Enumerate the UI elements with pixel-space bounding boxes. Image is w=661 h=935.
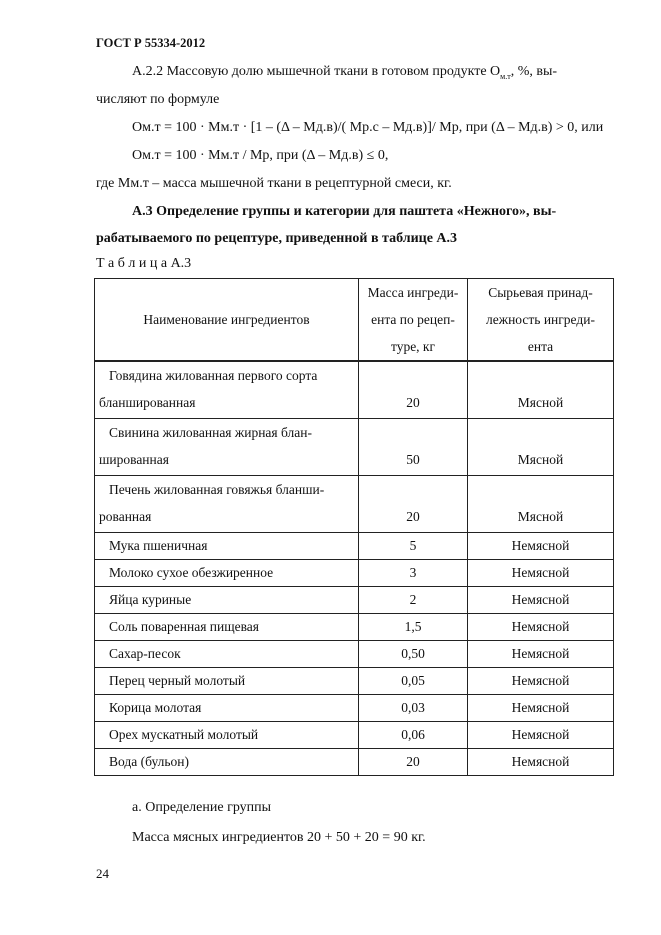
- paragraph-a22-line1: [132, 64, 557, 81]
- header-type: [468, 279, 614, 362]
- document-header: ГОСТ Р 55334-2012: [96, 36, 206, 50]
- row-name: Орех мускатный молотый: [95, 722, 359, 749]
- row-type: Немясной: [468, 668, 614, 695]
- row-mass: 20: [359, 361, 468, 419]
- paragraph-a22-end: , %, вы-: [510, 64, 558, 79]
- row-mass: 20: [359, 749, 468, 776]
- row-name-l2: рованная: [99, 509, 152, 524]
- header-type-l1: Сырьевая принад-: [488, 285, 593, 300]
- ingredients-table: [94, 278, 614, 776]
- row-type: Мясной: [468, 361, 614, 419]
- row-name-l1: Печень жилованная говяжья бланши-: [109, 482, 325, 497]
- row-name-l1: Говядина жилованная первого сорта: [109, 368, 318, 383]
- header-type-l2: лежность ингреди-: [486, 312, 595, 327]
- table-row: [95, 614, 614, 641]
- paragraph-a22-text: А.2.2 Массовую долю мышечной ткани в готовом продукте О: [132, 64, 501, 79]
- table-row: [95, 361, 614, 419]
- row-name: [95, 419, 359, 476]
- row-name: Молоко сухое обезжиренное: [95, 560, 359, 587]
- row-mass: 0,06: [359, 722, 468, 749]
- row-type: Немясной: [468, 641, 614, 668]
- row-type: Немясной: [468, 533, 614, 560]
- table-row: [95, 560, 614, 587]
- section-title-line1: А.3 Определение группы и категории для паштета «Нежного», вы-: [132, 204, 557, 219]
- table-row: [95, 749, 614, 776]
- row-name: Корица молотая: [95, 695, 359, 722]
- row-mass: 2: [359, 587, 468, 614]
- row-mass: 5: [359, 533, 468, 560]
- row-type: Немясной: [468, 695, 614, 722]
- table-header-row: [95, 279, 614, 362]
- page-number: 24: [96, 866, 109, 881]
- row-name: Мука пшеничная: [95, 533, 359, 560]
- row-mass: 0,05: [359, 668, 468, 695]
- row-type: Немясной: [468, 560, 614, 587]
- row-name: Яйца куриные: [95, 587, 359, 614]
- paragraph-a22-line2: числяют по формуле: [96, 92, 220, 107]
- header-mass-l2: ента по рецеп-: [371, 312, 455, 327]
- section-title-line2: рабатываемого по рецептуре, приведенной в таблице А.3: [96, 231, 458, 246]
- table-row: [95, 641, 614, 668]
- row-name: [95, 476, 359, 533]
- row-name: Соль поваренная пищевая: [95, 614, 359, 641]
- row-mass: 20: [359, 476, 468, 533]
- row-mass: 0,03: [359, 695, 468, 722]
- header-mass-l1: Масса ингреди-: [367, 285, 459, 300]
- table-row: [95, 695, 614, 722]
- table-row: [95, 668, 614, 695]
- row-mass: 50: [359, 419, 468, 476]
- group-definition-heading: а. Определение группы: [132, 800, 272, 815]
- row-name-l1: Свинина жилованная жирная блан-: [109, 425, 312, 440]
- row-type: Немясной: [468, 614, 614, 641]
- row-name: Сахар-песок: [95, 641, 359, 668]
- paragraph-a22-subscript: м.т: [500, 71, 511, 81]
- table-row: [95, 533, 614, 560]
- row-type: Немясной: [468, 587, 614, 614]
- formula-2: Oм.т = 100 · Mм.т / Mр, при (Δ – Mд.в) ≤ 0,: [132, 148, 389, 163]
- row-mass: 1,5: [359, 614, 468, 641]
- row-type: Немясной: [468, 749, 614, 776]
- row-type: Немясной: [468, 722, 614, 749]
- row-mass: 3: [359, 560, 468, 587]
- formula-1: Oм.т = 100 · Mм.т · [1 – (Δ – Mд.в)/( Mр.с – Mд.в)]/ Mр, при (Δ – Mд.в) > 0, или: [132, 120, 604, 135]
- row-name-l2: бланшированная: [99, 395, 196, 410]
- row-type: Мясной: [468, 419, 614, 476]
- header-name: [95, 279, 359, 362]
- header-mass-l3: туре, кг: [390, 339, 436, 354]
- meat-mass-line: Масса мясных ингредиентов 20 + 50 + 20 = 90 кг.: [132, 830, 426, 845]
- row-name-l2: шированная: [99, 452, 169, 467]
- header-type-l3: ента: [527, 339, 554, 354]
- row-name: Перец черный молотый: [95, 668, 359, 695]
- table-row: [95, 419, 614, 476]
- table-row: [95, 722, 614, 749]
- row-mass: 0,50: [359, 641, 468, 668]
- table-caption: Т а б л и ц а А.3: [96, 256, 192, 271]
- table-row: [95, 587, 614, 614]
- row-name: [95, 361, 359, 419]
- row-type: Мясной: [468, 476, 614, 533]
- where-line: где Mм.т – масса мышечной ткани в рецептурной смеси, кг.: [96, 176, 452, 191]
- header-name-text: Наименование ингредиентов: [143, 312, 310, 327]
- table-row: [95, 476, 614, 533]
- header-mass: [359, 279, 468, 362]
- row-name: Вода (бульон): [95, 749, 359, 776]
